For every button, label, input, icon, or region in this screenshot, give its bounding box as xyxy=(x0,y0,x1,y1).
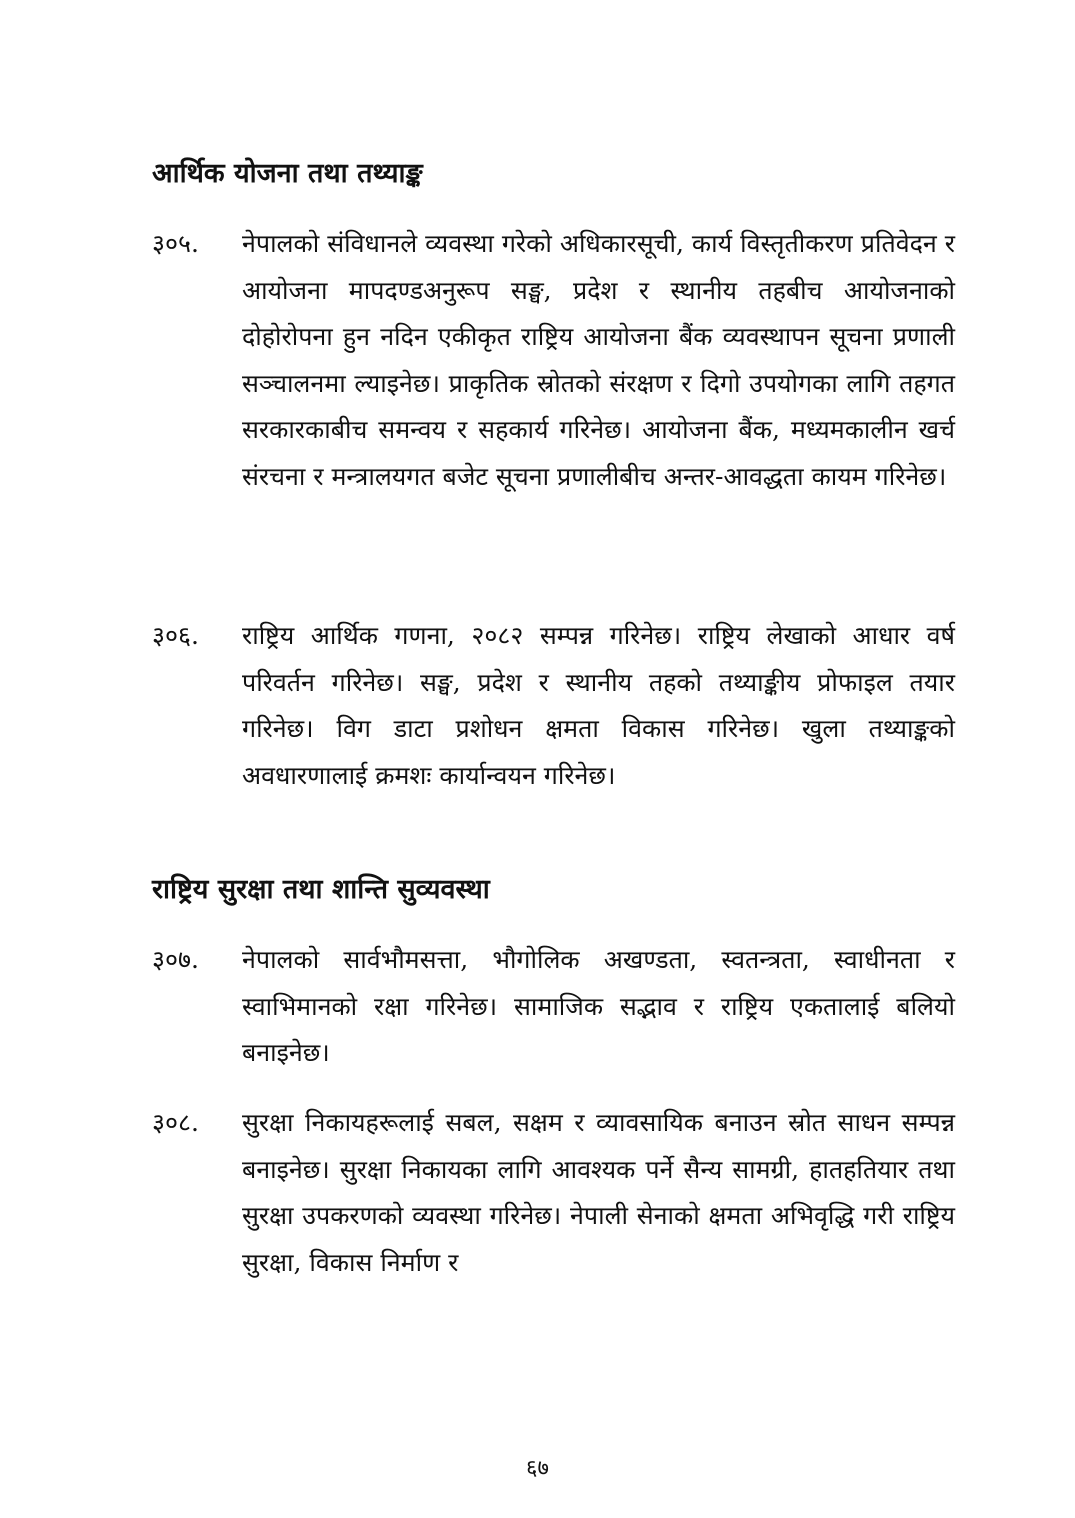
paragraph-number: ३०८. xyxy=(152,1108,199,1137)
paragraph-text: नेपालको सार्वभौमसत्ता, भौगोलिक अखण्डता, स्वतन्त्रता, स्वाधीनता र स्वाभिमानको रक्षा गरिनेछ। सामाजिक सद्भाव र राष्ट्रिय एकतालाई बलियो बनाइनेछ। xyxy=(242,945,955,1067)
paragraph-text: सुरक्षा निकायहरूलाई सबल, सक्षम र व्यावसायिक बनाउन स्रोत साधन सम्पन्न बनाइनेछ। सुरक्षा निकायका लागि आवश्यक पर्ने सैन्य सामग्री, हातहतियार तथा सुरक्षा उपकरणको व्यवस्था गरिनेछ। नेपाली सेनाको क्षमता अभिवृद्धि गरी राष्ट्रिय सुरक्षा, विकास निर्माण र xyxy=(242,1108,955,1277)
paragraph-number: ३०५. xyxy=(152,229,199,258)
section-heading-economic-planning: आर्थिक योजना तथा तथ्याङ्क xyxy=(152,158,423,189)
paragraph-text: राष्ट्रिय आर्थिक गणना, २०८२ सम्पन्न गरिनेछ। राष्ट्रिय लेखाको आधार वर्ष परिवर्तन गरिनेछ। सङ्घ, प्रदेश र स्थानीय तहको तथ्याङ्कीय प्रोफाइल तयार गरिनेछ। विग डाटा प्रशोधन क्षमता विकास गरिनेछ। खुला तथ्याङ्कको अवधारणालाई क्रमशः कार्यान्वयन गरिनेछ। xyxy=(242,621,955,790)
page-number: ६७ xyxy=(526,1456,549,1481)
paragraph-text: नेपालको संविधानले व्यवस्था गरेको अधिकारसूची, कार्य विस्तृतीकरण प्रतिवेदन र आयोजना मापदण्डअनुरूप सङ्घ, प्रदेश र स्थानीय तहबीच आयोजनाको दोहोरोपना हुन नदिन एकीकृत राष्ट्रिय आयोजना बैंक व्यवस्थापन सूचना प्रणाली सञ्चालनमा ल्याइनेछ। प्राकृतिक स्रोतको संरक्षण र दिगो उपयोगका लागि तहगत सरकारकाबीच समन्वय र सहकार्य गरिनेछ। आयोजना बैंक, मध्यमकालीन खर्च संरचना र मन्त्रालयगत बजेट सूचना प्रणालीबीच अन्तर-आवद्धता कायम गरिनेछ। xyxy=(242,229,955,491)
paragraph-number: ३०६. xyxy=(152,621,199,650)
section-heading-national-security: राष्ट्रिय सुरक्षा तथा शान्ति सुव्यवस्था xyxy=(152,874,490,905)
paragraph-number: ३०७. xyxy=(152,945,199,974)
